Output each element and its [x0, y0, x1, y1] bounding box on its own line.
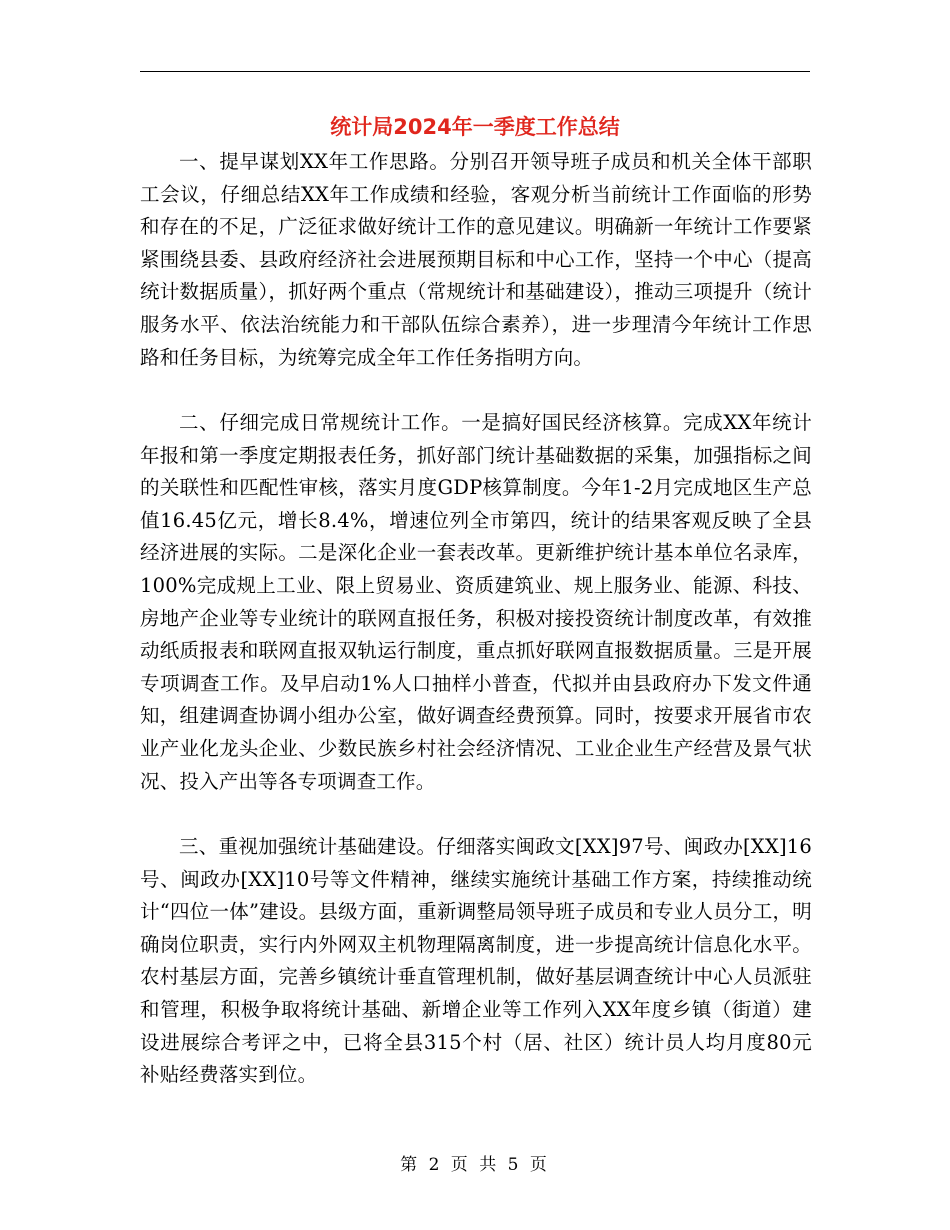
document-title: 统计局2024年一季度工作总结 — [330, 115, 620, 139]
header-rule — [140, 71, 810, 72]
page-number: 第 2 页 共 5 页 — [400, 1155, 550, 1175]
paragraph-work-planning: 一、提早谋划XX年工作思路。分别召开领导班子成员和机关全体干部职工会议，仔细总结XX年工作成绩和经验，客观分析当前统计工作面临的形势和存在的不足，广泛征求做好统计工作的意见建议。明确新一年统计工作要紧紧围绕县委、县政府经济社会进展预期目标和中心工作，坚持一个中心（提高统计数据质量），抓好两个重点（常规统计和基础建设），推动三项提升（统计服务水平、依法治统能力和干部队伍综合素养），进一步理清今年统计工作思路和任务目标，为统筹完成全年工作任务指明方向。 — [140, 150, 812, 369]
paragraph-foundation-building: 三、重视加强统计基础建设。仔细落实闽政文[XX]97号、闽政办[XX]16号、闽政办[XX]10号等文件精神，继续实施统计基础工作方案，持续推动统计“四位一体”建设。县级方面，重新调整局领导班子成员和专业人员分工，明确岗位职责，实行内外网双主机物理隔离制度，进一步提高统计信息化水平。农村基层方面，完善乡镇统计垂直管理机制，做好基层调查统计中心人员派驻和管理，积极争取将统计基础、新增企业等工作列入XX年度乡镇（街道）建设进展综合考评之中，已将全县315个村（居、社区）统计员人均月度80元补贴经费落实到位。 — [140, 835, 812, 1087]
paragraph-routine-statistics: 二、仔细完成日常规统计工作。一是搞好国民经济核算。完成XX年统计年报和第一季度定期报表任务，抓好部门统计基础数据的采集，加强指标之间的关联性和匹配性审核，落实月度GDP核算制度。今年1-2月完成地区生产总值16.45亿元，增长8.4%，增速位列全市第四，统计的结果客观反映了全县经济进展的实际。二是深化企业一套表改革。更新维护统计基本单位名录库，100%完成规上工业、限上贸易业、资质建筑业、规上服务业、能源、科技、房地产企业等专业统计的联网直报任务，积极对接投资统计制度改革，有效推动纸质报表和联网直报双轨运行制度，重点抓好联网直报数据质量。三是开展专项调查工作。及早启动1%人口抽样小普查，代拟并由县政府办下发文件通知，组建调查协调小组办公室，做好调查经费预算。同时，按要求开展省市农业产业化龙头企业、少数民族乡村社会经济情况、工业企业生产经营及景气状况、投入产出等各专项调查工作。 — [140, 411, 812, 793]
document-body — [140, 146, 812, 1157]
